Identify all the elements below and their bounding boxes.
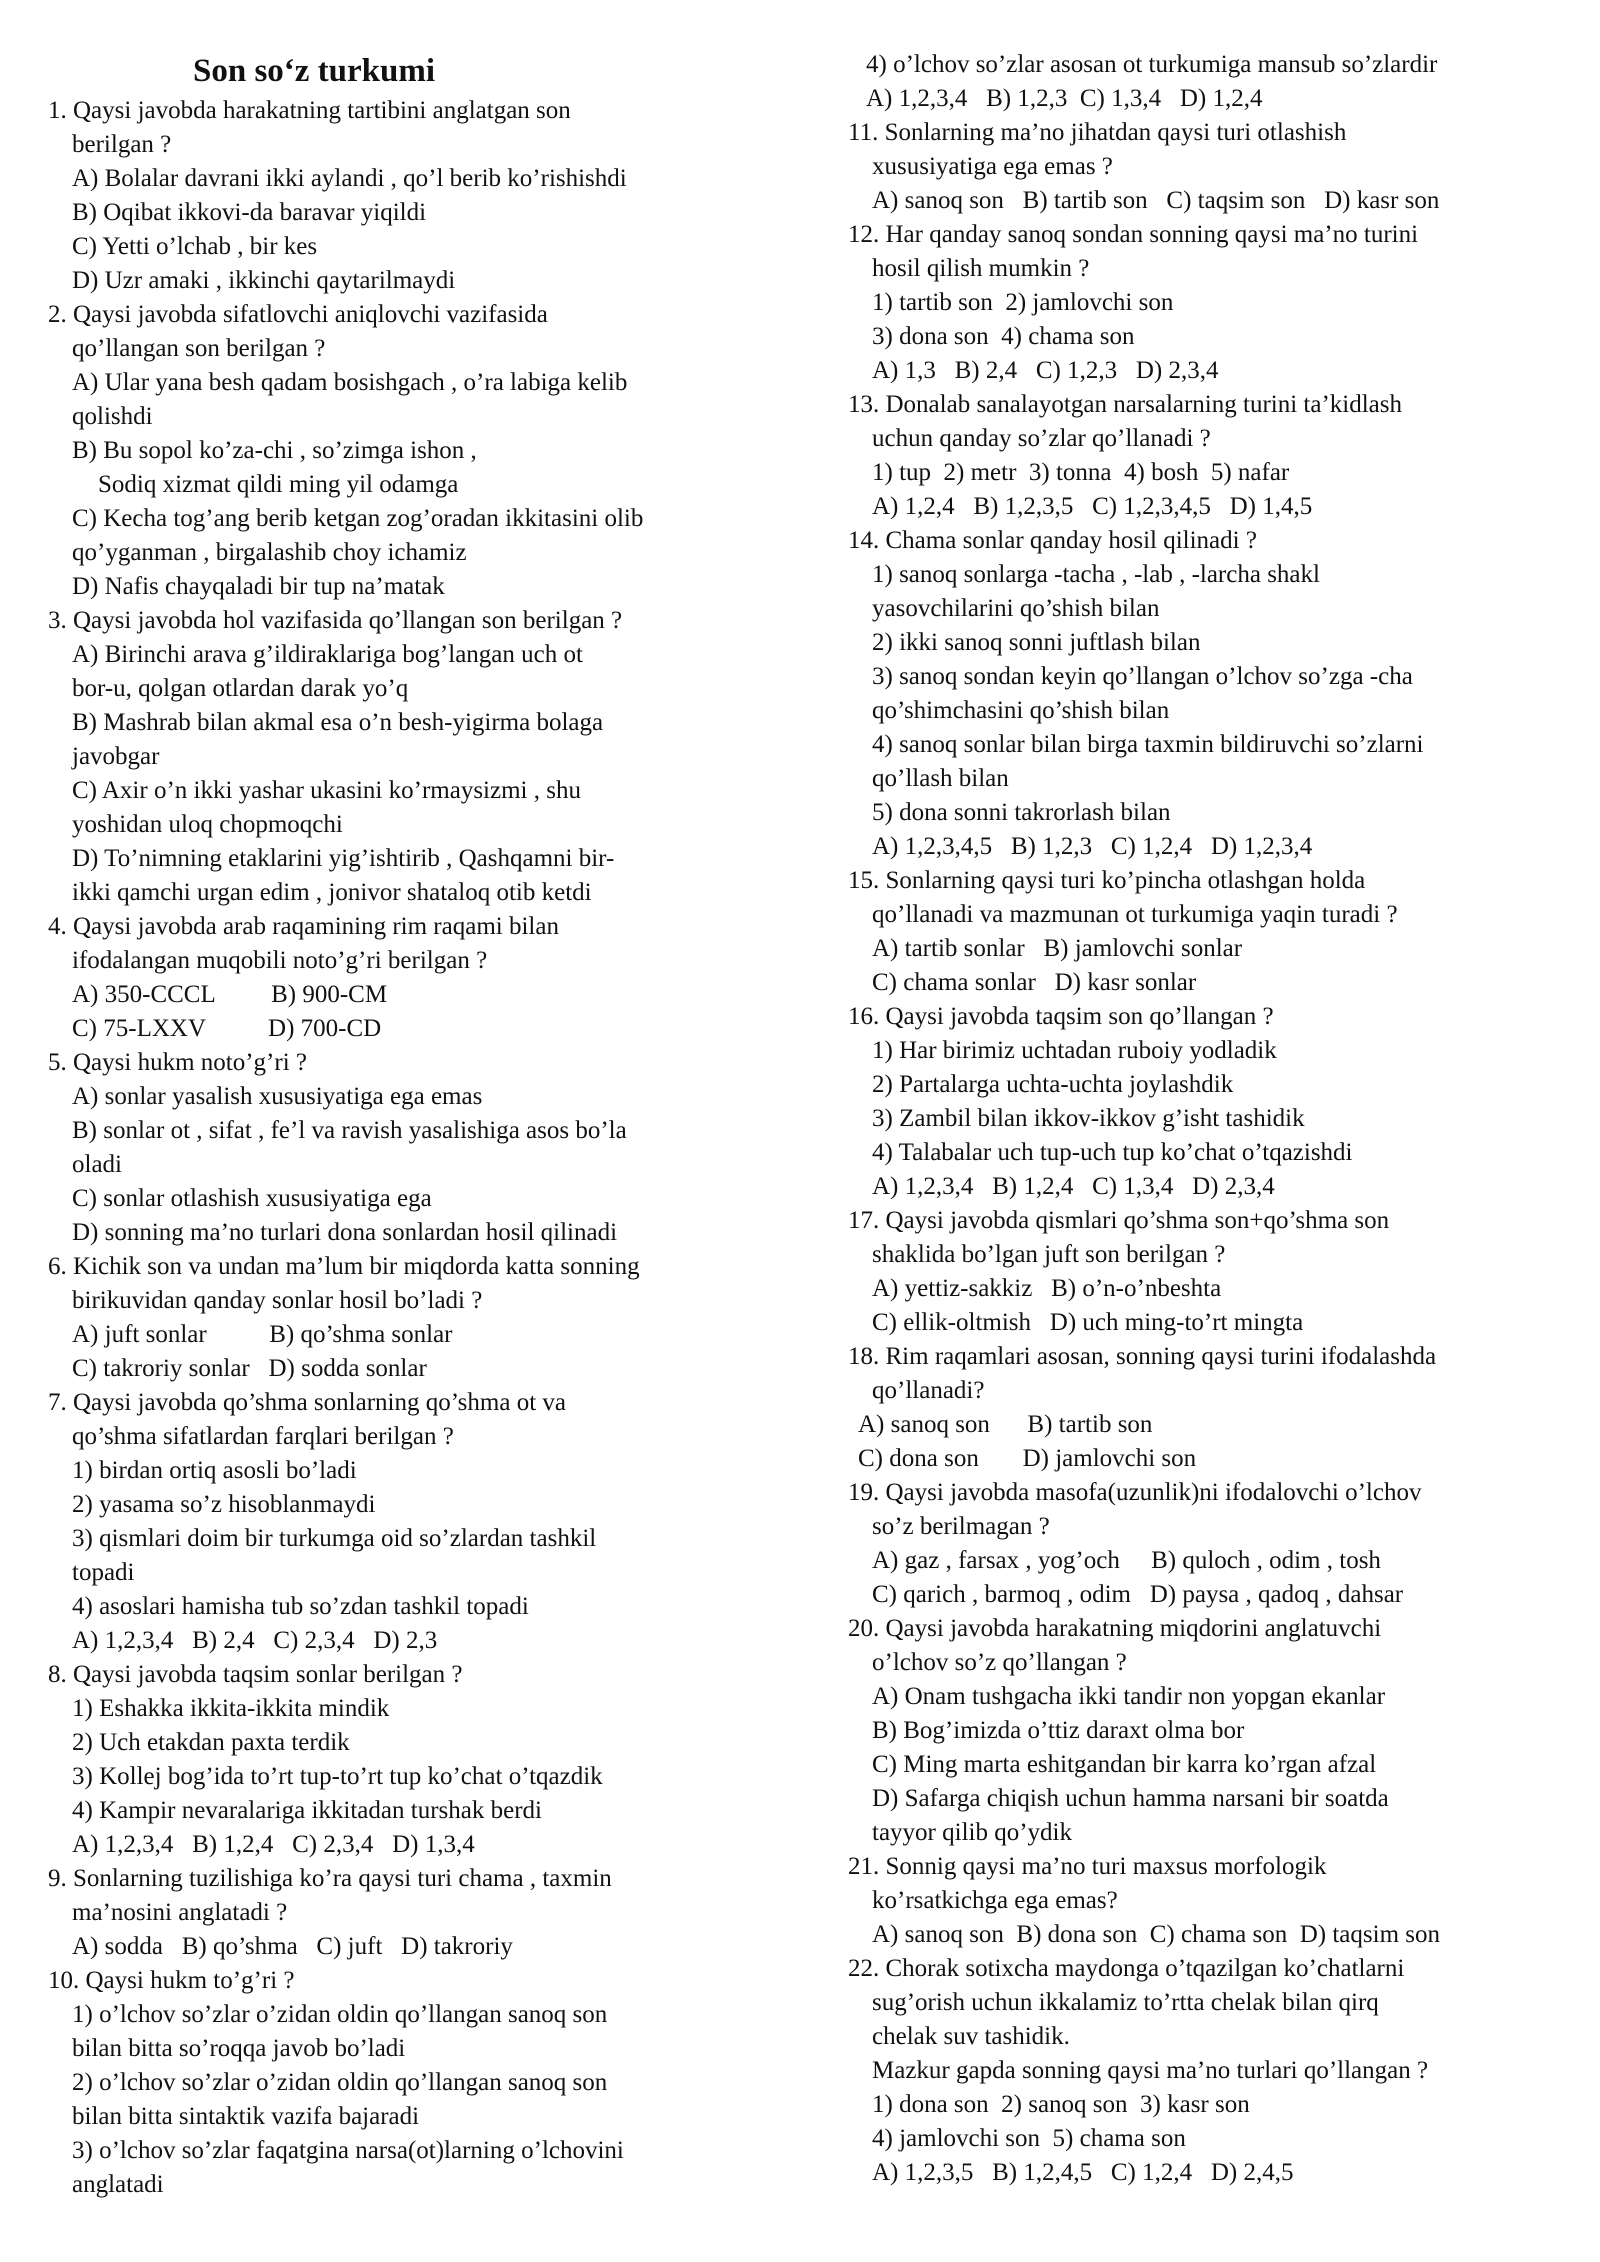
text-line: A) tartib sonlar B) jamlovchi sonlar — [872, 935, 1243, 962]
text-line: 1) Eshakka ikkita-ikkita mindik — [72, 1695, 390, 1722]
left-column — [48, 48, 778, 2202]
text-line: C) Ming marta eshitgandan bir karra ko’rgan afzal — [872, 1751, 1377, 1778]
text-line: uchun qanday so’zlar qo’llanadi ? — [872, 425, 1211, 452]
text-line: 5) dona sonni takrorlash bilan — [872, 799, 1171, 826]
text-line: A) 350-CCCL B) 900-CM — [72, 981, 388, 1008]
text-line: 3) o’lchov so’zlar faqatgina narsa(ot)larning o’lchovini — [72, 2137, 624, 2164]
text-line: 19. Qaysi javobda masofa(uzunlik)ni ifodalovchi o’lchov — [848, 1479, 1422, 1506]
text-line: C) 75-LXXV D) 700-CD — [72, 1015, 382, 1042]
text-line: qo’yganman , birgalashib choy ichamiz — [72, 539, 467, 566]
page-title: Son so‘z turkumi — [193, 53, 436, 89]
text-line: bilan bitta sintaktik vazifa bajaradi — [72, 2103, 420, 2130]
text-line: C) Axir o’n ikki yashar ukasini ko’rmaysizmi , shu — [72, 777, 581, 804]
text-line: 16. Qaysi javobda taqsim son qo’llangan ? — [848, 1003, 1274, 1030]
text-line: 12. Har qanday sanoq sondan sonning qaysi ma’no turini — [848, 221, 1419, 248]
text-line: A) 1,3 B) 2,4 C) 1,2,3 D) 2,3,4 — [872, 357, 1219, 384]
text-line: so’z berilmagan ? — [872, 1513, 1050, 1540]
text-line: 10. Qaysi hukm to’g’ri ? — [48, 1967, 295, 1994]
text-line: 2) o’lchov so’zlar o’zidan oldin qo’llangan sanoq son — [72, 2069, 608, 2096]
text-line: qo’llangan son berilgan ? — [72, 335, 326, 362]
text-line: 3) sanoq sondan keyin qo’llangan o’lchov so’zga -cha — [872, 663, 1413, 690]
text-line: D) Safarga chiqish uchun hamma narsani bir soatda — [872, 1785, 1389, 1812]
text-line: A) Onam tushgacha ikki tandir non yopgan ekanlar — [872, 1683, 1386, 1710]
text-line: Sodiq xizmat qildi ming yil odamga — [98, 471, 459, 498]
text-line: D) Uzr amaki , ikkinchi qaytarilmaydi — [72, 267, 456, 294]
text-line: A) 1,2,4 B) 1,2,3,5 C) 1,2,3,4,5 D) 1,4,5 — [872, 493, 1313, 520]
text-line: 3) Kollej bog’ida to’rt tup-to’rt tup ko’chat o’tqazdik — [72, 1763, 603, 1790]
text-line: ifodalangan muqobili noto’g’ri berilgan ? — [72, 947, 488, 974]
text-line: A) gaz , farsax , yog’och B) quloch , odim , tosh — [872, 1547, 1381, 1574]
text-line: 2. Qaysi javobda sifatlovchi aniqlovchi vazifasida — [48, 301, 548, 328]
left-question-list — [48, 94, 778, 2202]
text-line: ma’nosini anglatadi ? — [72, 1899, 288, 1926]
text-line: Mazkur gapda sonning qaysi ma’no turlari qo’llangan ? — [872, 2057, 1429, 2084]
text-line: qo’llash bilan — [872, 765, 1009, 792]
text-line: yoshidan uloq chopmoqchi — [72, 811, 343, 838]
text-line: B) Bog’imizda o’ttiz daraxt olma bor — [872, 1717, 1245, 1744]
text-line: C) chama sonlar D) kasr sonlar — [872, 969, 1197, 996]
text-line: 3) dona son 4) chama son — [872, 323, 1135, 350]
text-line: qo’shma sifatlardan farqlari berilgan ? — [72, 1423, 454, 1450]
text-line: qo’shimchasini qo’shish bilan — [872, 697, 1170, 724]
text-line: A) 1,2,3,4 B) 2,4 C) 2,3,4 D) 2,3 — [72, 1627, 438, 1654]
text-line: hosil qilish mumkin ? — [872, 255, 1090, 282]
text-line: A) Ular yana besh qadam bosishgach , o’ra labiga kelib — [72, 369, 628, 396]
text-line: 4) o’lchov so’zlar asosan ot turkumiga mansub so’zlardir — [866, 51, 1438, 78]
text-line: C) Kecha tog’ang berib ketgan zog’oradan ikkitasini olib — [72, 505, 644, 532]
text-line: A) 1,2,3,4 B) 1,2,3 C) 1,3,4 D) 1,2,4 — [866, 85, 1263, 112]
text-line: D) To’nimning etaklarini yig’ishtirib , Qashqamni bir- — [72, 845, 615, 872]
text-line: 2) Partalarga uchta-uchta joylashdik — [872, 1071, 1234, 1098]
text-line: B) sonlar ot , sifat , fe’l va ravish yasalishiga asos bo’la — [72, 1117, 627, 1144]
text-line: 4) asoslari hamisha tub so’zdan tashkil topadi — [72, 1593, 529, 1620]
text-line: 1) tartib son 2) jamlovchi son — [872, 289, 1174, 316]
text-line: A) sanoq son B) tartib son — [858, 1411, 1153, 1438]
text-line: chelak suv tashidik. — [872, 2023, 1070, 2050]
text-line: 13. Donalab sanalayotgan narsalarning turini ta’kidlash — [848, 391, 1403, 418]
text-line: C) dona son D) jamlovchi son — [858, 1445, 1197, 1472]
text-line: topadi — [72, 1559, 135, 1586]
text-line: qo’llanadi? — [872, 1377, 985, 1404]
text-line: anglatadi — [72, 2171, 164, 2198]
text-line: 14. Chama sonlar qanday hosil qilinadi ? — [848, 527, 1257, 554]
text-line: ko’rsatkichga ega emas? — [872, 1887, 1118, 1914]
text-line: 5. Qaysi hukm noto’g’ri ? — [48, 1049, 307, 1076]
right-column — [848, 48, 1568, 2190]
text-line: A) sanoq son B) dona son C) chama son D) taqsim son — [872, 1921, 1440, 1948]
text-line: 2) yasama so’z hisoblanmaydi — [72, 1491, 376, 1518]
text-line: 3. Qaysi javobda hol vazifasida qo’llangan son berilgan ? — [48, 607, 623, 634]
text-line: A) sonlar yasalish xususiyatiga ega emas — [72, 1083, 483, 1110]
text-line: 3) Zambil bilan ikkov-ikkov g’isht tashidik — [872, 1105, 1305, 1132]
text-line: 4. Qaysi javobda arab raqamining rim raqami bilan — [48, 913, 559, 940]
text-line: ikki qamchi urgan edim , jonivor shataloq otib ketdi — [72, 879, 592, 906]
text-line: o’lchov so’z qo’llangan ? — [872, 1649, 1127, 1676]
text-line: qolishdi — [72, 403, 153, 430]
text-line: bilan bitta so’roqqa javob bo’ladi — [72, 2035, 406, 2062]
text-line: 8. Qaysi javobda taqsim sonlar berilgan ? — [48, 1661, 463, 1688]
text-line: C) takroriy sonlar D) sodda sonlar — [72, 1355, 427, 1382]
text-line: A) Bolalar davrani ikki aylandi , qo’l berib ko’rishishdi — [72, 165, 627, 192]
text-line: A) sodda B) qo’shma C) juft D) takroriy — [72, 1933, 513, 1960]
text-line: 18. Rim raqamlari asosan, sonning qaysi turini ifodalashda — [848, 1343, 1437, 1370]
text-line: A) juft sonlar B) qo’shma sonlar — [72, 1321, 453, 1348]
text-line: 21. Sonnig qaysi ma’no turi maxsus morfologik — [848, 1853, 1327, 1880]
text-line: 1) dona son 2) sanoq son 3) kasr son — [872, 2091, 1250, 2118]
text-line: A) 1,2,3,5 B) 1,2,4,5 C) 1,2,4 D) 2,4,5 — [872, 2159, 1294, 2186]
text-line: C) sonlar otlashish xususiyatiga ega — [72, 1185, 432, 1212]
text-line: oladi — [72, 1151, 122, 1178]
text-line: C) qarich , barmoq , odim D) paysa , qadoq , dahsar — [872, 1581, 1404, 1608]
text-line: 2) ikki sanoq sonni juftlash bilan — [872, 629, 1201, 656]
text-line: yasovchilarini qo’shish bilan — [872, 595, 1160, 622]
text-line: 6. Kichik son va undan ma’lum bir miqdorda katta sonning — [48, 1253, 640, 1280]
text-line: B) Mashrab bilan akmal esa o’n besh-yigirma bolaga — [72, 709, 604, 736]
text-line: 4) Talabalar uch tup-uch tup ko’chat o’tqazishdi — [872, 1139, 1353, 1166]
text-line: berilgan ? — [72, 131, 172, 158]
text-line: xususiyatiga ega emas ? — [872, 153, 1113, 180]
text-line: 1) birdan ortiq asosli bo’ladi — [72, 1457, 357, 1484]
text-line: tayyor qilib qo’ydik — [872, 1819, 1072, 1846]
text-line: A) 1,2,3,4 B) 1,2,4 C) 2,3,4 D) 1,3,4 — [72, 1831, 475, 1858]
text-line: 11. Sonlarning ma’no jihatdan qaysi turi otlashish — [848, 119, 1347, 146]
text-line: A) yettiz-sakkiz B) o’n-o’nbeshta — [872, 1275, 1222, 1302]
text-line: 2) Uch etakdan paxta terdik — [72, 1729, 350, 1756]
text-line: 22. Chorak sotixcha maydonga o’tqazilgan ko’chatlarni — [848, 1955, 1405, 1982]
text-line: C) Yetti o’lchab , bir kes — [72, 233, 318, 260]
text-line: 4) jamlovchi son 5) chama son — [872, 2125, 1186, 2152]
text-line: birikuvidan qanday sonlar hosil bo’ladi ? — [72, 1287, 483, 1314]
text-line: 1. Qaysi javobda harakatning tartibini anglatgan son — [48, 97, 571, 124]
text-line: shaklida bo’lgan juft son berilgan ? — [872, 1241, 1226, 1268]
text-line: javobgar — [72, 743, 160, 770]
text-line: 1) sanoq sonlarga -tacha , -lab , -larcha shakl — [872, 561, 1320, 588]
text-line: qo’llanadi va mazmunan ot turkumiga yaqin turadi ? — [872, 901, 1398, 928]
text-line: 4) sanoq sonlar bilan birga taxmin bildiruvchi so’zlarni — [872, 731, 1424, 758]
text-line: 9. Sonlarning tuzilishiga ko’ra qaysi turi chama , taxmin — [48, 1865, 612, 1892]
text-line: A) Birinchi arava g’ildiraklariga bog’langan uch ot — [72, 641, 583, 668]
text-line: B) Oqibat ikkovi-da baravar yiqildi — [72, 199, 427, 226]
text-line: 17. Qaysi javobda qismlari qo’shma son+qo’shma son — [848, 1207, 1390, 1234]
text-line: A) 1,2,3,4,5 B) 1,2,3 C) 1,2,4 D) 1,2,3,4 — [872, 833, 1313, 860]
text-line: D) sonning ma’no turlari dona sonlardan hosil qilinadi — [72, 1219, 618, 1246]
text-line: 1) Har birimiz uchtadan ruboiy yodladik — [872, 1037, 1277, 1064]
text-line: sug’orish uchun ikkalamiz to’rtta chelak bilan qirq — [872, 1989, 1379, 2016]
text-line: A) 1,2,3,4 B) 1,2,4 C) 1,3,4 D) 2,3,4 — [872, 1173, 1275, 1200]
text-line: 1) o’lchov so’zlar o’zidan oldin qo’llangan sanoq son — [72, 2001, 608, 2028]
text-line: 15. Sonlarning qaysi turi ko’pincha otlashgan holda — [848, 867, 1366, 894]
text-line: C) ellik-oltmish D) uch ming-to’rt mingta — [872, 1309, 1304, 1336]
right-question-list — [848, 48, 1568, 2190]
text-line: 1) tup 2) metr 3) tonna 4) bosh 5) nafar — [872, 459, 1290, 486]
text-line: D) Nafis chayqaladi bir tup na’matak — [72, 573, 445, 600]
text-line: 3) qismlari doim bir turkumga oid so’zlardan tashkil — [72, 1525, 597, 1552]
text-line: A) sanoq son B) tartib son C) taqsim son D) kasr son — [872, 187, 1440, 214]
text-line: B) Bu sopol ko’za-chi , so’zimga ishon , — [72, 437, 477, 464]
text-line: 7. Qaysi javobda qo’shma sonlarning qo’shma ot va — [48, 1389, 566, 1416]
text-line: 20. Qaysi javobda harakatning miqdorini anglatuvchi — [848, 1615, 1382, 1642]
text-line: bor-u, qolgan otlardan darak yo’q — [72, 675, 409, 702]
text-line: 4) Kampir nevaralariga ikkitadan turshak berdi — [72, 1797, 542, 1824]
